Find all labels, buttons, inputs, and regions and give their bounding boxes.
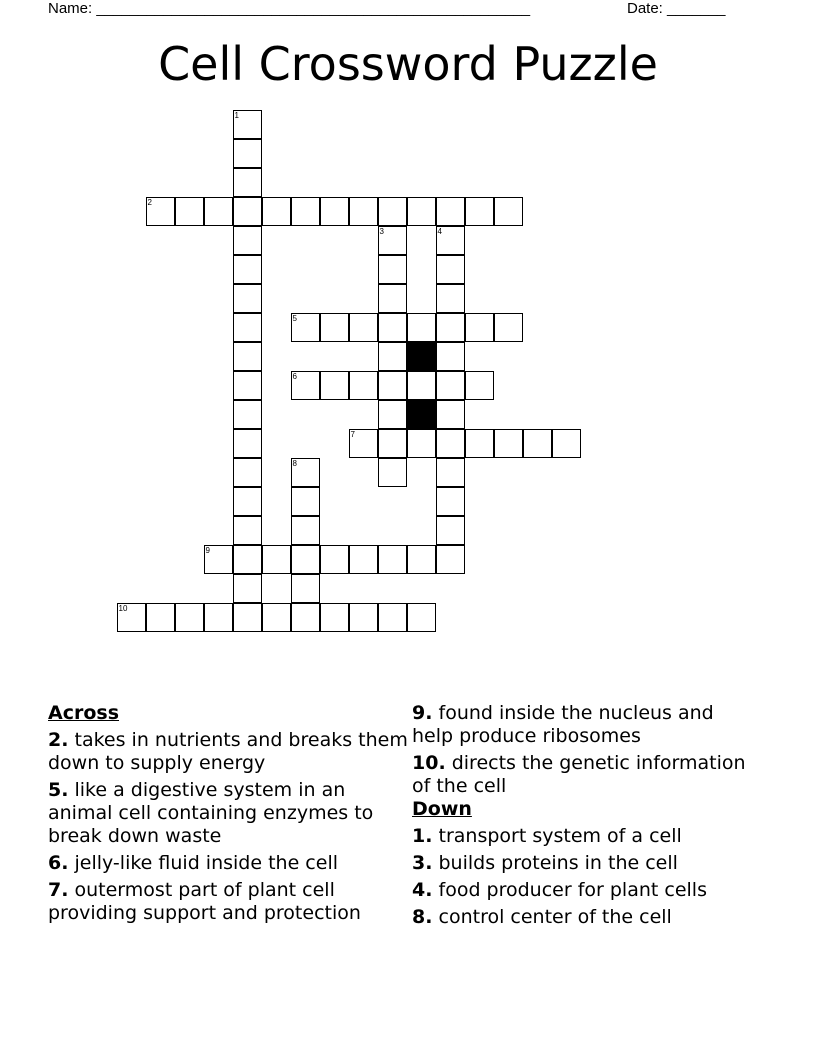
clue-text: outermost part of plant cell providing support and protection xyxy=(48,879,361,924)
grid-cell[interactable] xyxy=(436,516,465,545)
clues-left-column xyxy=(48,702,408,925)
grid-cell[interactable] xyxy=(465,371,494,400)
grid-cell[interactable] xyxy=(233,226,262,255)
grid-cell[interactable] xyxy=(291,574,320,603)
grid-cell[interactable] xyxy=(494,197,523,226)
grid-cell[interactable] xyxy=(378,371,407,400)
clue-text: like a digestive system in an animal cell containing enzymes to break down waste xyxy=(48,779,374,847)
grid-cell[interactable] xyxy=(233,516,262,545)
clue-across-10 xyxy=(412,752,752,798)
clue-number: 2. xyxy=(48,729,69,751)
grid-cell[interactable] xyxy=(262,545,291,574)
grid-cell[interactable] xyxy=(378,545,407,574)
grid-cell[interactable] xyxy=(204,545,233,574)
grid-cell[interactable] xyxy=(436,545,465,574)
cell-number: 3 xyxy=(379,226,384,236)
cell-number: 1 xyxy=(234,110,239,120)
grid-cell[interactable] xyxy=(436,458,465,487)
grid-cell[interactable] xyxy=(233,458,262,487)
clue-down-8 xyxy=(412,906,752,929)
grid-cell[interactable] xyxy=(436,371,465,400)
grid-cell[interactable] xyxy=(291,313,320,342)
grid-cell[interactable] xyxy=(233,313,262,342)
grid-cell[interactable] xyxy=(552,429,581,458)
grid-cell[interactable] xyxy=(320,313,349,342)
clue-number: 1. xyxy=(412,825,433,847)
grid-cell[interactable] xyxy=(436,342,465,371)
grid-cell[interactable] xyxy=(407,545,436,574)
grid-cell[interactable] xyxy=(320,545,349,574)
name-field: Name: ____________________________________________________ xyxy=(48,0,531,17)
date-field: Date: _______ xyxy=(627,0,726,17)
grid-cell[interactable] xyxy=(204,197,233,226)
grid-cell[interactable] xyxy=(233,603,262,632)
grid-cell[interactable] xyxy=(378,458,407,487)
grid-cell[interactable] xyxy=(233,139,262,168)
grid-cell[interactable] xyxy=(494,429,523,458)
grid-cell[interactable] xyxy=(291,545,320,574)
grid-cell[interactable] xyxy=(233,487,262,516)
grid-cell[interactable] xyxy=(349,603,378,632)
grid-cell[interactable] xyxy=(204,603,233,632)
grid-cell[interactable] xyxy=(349,197,378,226)
grid-cell[interactable] xyxy=(349,371,378,400)
grid-cell[interactable] xyxy=(291,458,320,487)
grid-cell[interactable] xyxy=(146,197,175,226)
grid-cell[interactable] xyxy=(378,284,407,313)
grid-cell[interactable] xyxy=(378,197,407,226)
grid-cell[interactable] xyxy=(465,429,494,458)
clue-text: takes in nutrients and breaks them down to supply energy xyxy=(48,729,408,774)
grid-cell[interactable] xyxy=(175,197,204,226)
grid-cell[interactable] xyxy=(175,603,204,632)
grid-cell[interactable] xyxy=(436,400,465,429)
grid-cell[interactable] xyxy=(465,197,494,226)
grid-cell[interactable] xyxy=(262,197,291,226)
cell-number: 10 xyxy=(118,603,128,613)
down-heading: Down xyxy=(412,798,472,820)
clue-across-2 xyxy=(48,729,408,775)
grid-cell[interactable] xyxy=(146,603,175,632)
grid-cell[interactable] xyxy=(291,197,320,226)
cell-number: 9 xyxy=(205,545,210,555)
grid-cell[interactable] xyxy=(436,255,465,284)
grid-cell[interactable] xyxy=(233,342,262,371)
clue-text: found inside the nucleus and help produce ribosomes xyxy=(412,702,714,747)
grid-cell[interactable] xyxy=(117,603,146,632)
grid-cell[interactable] xyxy=(291,603,320,632)
grid-cell[interactable] xyxy=(407,603,436,632)
clue-across-9 xyxy=(412,702,752,748)
clue-down-3 xyxy=(412,852,752,875)
clue-text: directs the genetic information of the cell xyxy=(412,752,746,797)
grid-cell[interactable] xyxy=(494,313,523,342)
clue-number: 6. xyxy=(48,852,69,874)
clue-across-7 xyxy=(48,879,408,925)
grid-cell[interactable] xyxy=(378,603,407,632)
grid-cell[interactable] xyxy=(407,313,436,342)
grid-cell[interactable] xyxy=(436,429,465,458)
grid-cell[interactable] xyxy=(349,313,378,342)
clue-text: jelly-like fluid inside the cell xyxy=(74,852,338,874)
grid-cell[interactable] xyxy=(233,255,262,284)
grid-cell[interactable] xyxy=(349,545,378,574)
grid-cell[interactable] xyxy=(320,603,349,632)
grid-cell[interactable] xyxy=(436,313,465,342)
cell-number: 6 xyxy=(292,371,297,381)
clue-text: control center of the cell xyxy=(438,906,672,928)
grid-cell[interactable] xyxy=(378,313,407,342)
grid-cell[interactable] xyxy=(233,574,262,603)
cell-number: 4 xyxy=(437,226,442,236)
grid-cell[interactable] xyxy=(349,429,378,458)
clue-number: 5. xyxy=(48,779,69,801)
grid-cell[interactable] xyxy=(233,284,262,313)
clue-number: 4. xyxy=(412,879,433,901)
grid-cell[interactable] xyxy=(233,400,262,429)
clue-across-5 xyxy=(48,779,408,848)
grid-cell[interactable] xyxy=(378,400,407,429)
page-title: Cell Crossword Puzzle xyxy=(158,37,658,91)
clue-number: 9. xyxy=(412,702,433,724)
blocked-cell xyxy=(407,342,436,371)
cell-number: 5 xyxy=(292,313,297,323)
grid-cell[interactable] xyxy=(407,429,436,458)
grid-cell[interactable] xyxy=(233,429,262,458)
clue-text: transport system of a cell xyxy=(438,825,682,847)
grid-cell[interactable] xyxy=(291,371,320,400)
cell-number: 8 xyxy=(292,458,297,468)
grid-cell[interactable] xyxy=(436,226,465,255)
grid-cell[interactable] xyxy=(407,371,436,400)
grid-cell[interactable] xyxy=(320,197,349,226)
grid-cell[interactable] xyxy=(378,342,407,371)
clue-text: food producer for plant cells xyxy=(438,879,707,901)
clue-text: builds proteins in the cell xyxy=(438,852,678,874)
clue-number: 8. xyxy=(412,906,433,928)
grid-cell[interactable] xyxy=(378,226,407,255)
grid-cell[interactable] xyxy=(378,429,407,458)
blocked-cell xyxy=(407,400,436,429)
grid-cell[interactable] xyxy=(523,429,552,458)
grid-cell[interactable] xyxy=(465,313,494,342)
grid-cell[interactable] xyxy=(436,284,465,313)
clue-number: 7. xyxy=(48,879,69,901)
grid-cell[interactable] xyxy=(233,168,262,197)
clues-right-column xyxy=(412,702,752,929)
grid-cell[interactable] xyxy=(407,197,436,226)
cell-number: 7 xyxy=(350,429,355,439)
clue-across-6 xyxy=(48,852,408,875)
across-heading: Across xyxy=(48,702,120,724)
grid-cell[interactable] xyxy=(436,197,465,226)
clue-number: 10. xyxy=(412,752,446,774)
grid-cell[interactable] xyxy=(233,371,262,400)
grid-cell[interactable] xyxy=(436,487,465,516)
grid-cell[interactable] xyxy=(320,371,349,400)
grid-cell[interactable] xyxy=(291,487,320,516)
grid-cell[interactable] xyxy=(291,516,320,545)
cell-number: 2 xyxy=(147,197,152,207)
grid-cell[interactable] xyxy=(233,545,262,574)
grid-cell[interactable] xyxy=(233,197,262,226)
clue-down-4 xyxy=(412,879,752,902)
grid-cell[interactable] xyxy=(233,110,262,139)
clue-down-1 xyxy=(412,825,752,848)
grid-cell[interactable] xyxy=(262,603,291,632)
clue-number: 3. xyxy=(412,852,433,874)
grid-cell[interactable] xyxy=(378,255,407,284)
